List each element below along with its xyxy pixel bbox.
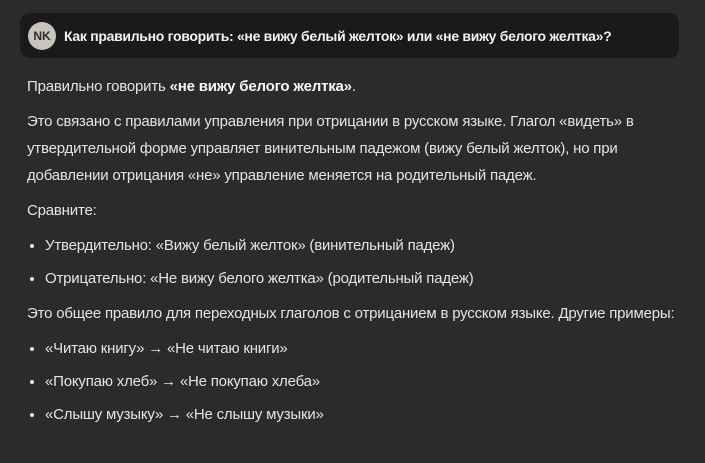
compare-item-negative: • Отрицательно: «Не вижу белого желтка» (родительный падеж) (45, 265, 699, 292)
example-item: • «Покупаю хлеб» → «Не покупаю хлеба» (45, 368, 699, 395)
example-item: • «Читаю книгу» → «Не читаю книги» (45, 335, 699, 362)
answer-explanation: Это связано с правилами управления при отрицании в русском языке. Глагол «видеть» в утвердительной форме управляет винительным падежом (вижу белый желток), но при добавлении отрицания «не» управление меняется на родительный падеж. (27, 113, 634, 184)
user-question-text: Как правильно говорить: «не вижу белый желток» или «не вижу белого желтка»? (64, 27, 612, 44)
general-rule-text: Это общее правило для переходных глаголов с отрицанием в русском языке. Другие примеры: (27, 305, 675, 322)
user-question-bubble (20, 13, 679, 58)
answer-intro-prefix: Правильно говорить (27, 78, 170, 95)
examples-list (27, 335, 699, 428)
example-item: • «Слышу музыку» → «Не слышу музыки» (45, 401, 699, 428)
user-avatar: NK (28, 22, 56, 50)
answer-intro (27, 73, 699, 100)
assistant-answer (27, 73, 699, 436)
answer-intro-suffix: . (351, 78, 356, 95)
compare-label: Сравните: (27, 202, 97, 219)
compare-list (27, 232, 699, 292)
compare-item-affirmative: • Утвердительно: «Вижу белый желток» (винительный падеж) (45, 232, 699, 259)
answer-intro-bold: «не вижу белого желтка» (169, 78, 352, 95)
